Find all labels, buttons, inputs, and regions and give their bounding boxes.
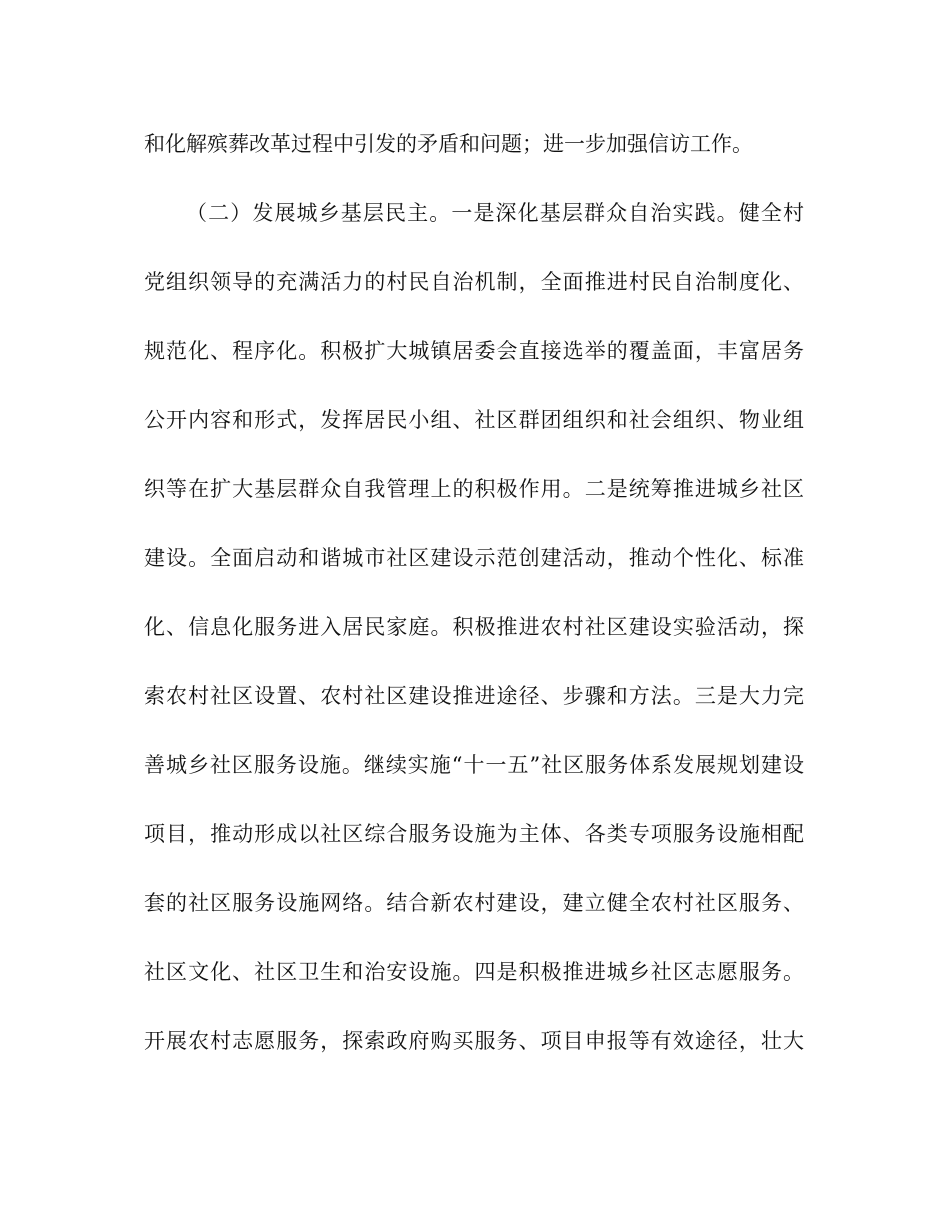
text-line: 化、信息化服务进入居民家庭。积极推进农村社区建设实验活动，探 — [144, 615, 804, 639]
document-body — [144, 121, 804, 1065]
text-line: 项目，推动形成以社区综合服务设施为主体、各类专项服务设施相配 — [144, 822, 804, 846]
text-line: 党组织领导的充满活力的村民自治机制，全面推进村民自治制度化、 — [144, 270, 804, 294]
text-line: 开展农村志愿服务，探索政府购买服务、项目申报等有效途径，壮大 — [144, 1029, 804, 1053]
text-line: 和化解殡葬改革过程中引发的矛盾和问题；进一步加强信访工作。 — [144, 132, 753, 156]
section-heading-line: （二）发展城乡基层民主。一是深化基层群众自治实践。健全村 — [186, 201, 804, 225]
text-line: 建设。全面启动和谐城市社区建设示范创建活动，推动个性化、标准 — [144, 546, 804, 570]
text-line: 善城乡社区服务设施。继续实施“十一五”社区服务体系发展规划建设 — [144, 753, 804, 777]
text-line: 织等在扩大基层群众自我管理上的积极作用。二是统筹推进城乡社区 — [144, 477, 804, 501]
text-line: 社区文化、社区卫生和治安设施。四是积极推进城乡社区志愿服务。 — [144, 960, 804, 984]
text-line: 规范化、程序化。积极扩大城镇居委会直接选举的覆盖面，丰富居务 — [144, 339, 804, 363]
text-line: 公开内容和形式，发挥居民小组、社区群团组织和社会组织、物业组 — [144, 408, 804, 432]
text-line: 索农村社区设置、农村社区建设推进途径、步骤和方法。三是大力完 — [144, 684, 804, 708]
text-line: 套的社区服务设施网络。结合新农村建设，建立健全农村社区服务、 — [144, 891, 804, 915]
